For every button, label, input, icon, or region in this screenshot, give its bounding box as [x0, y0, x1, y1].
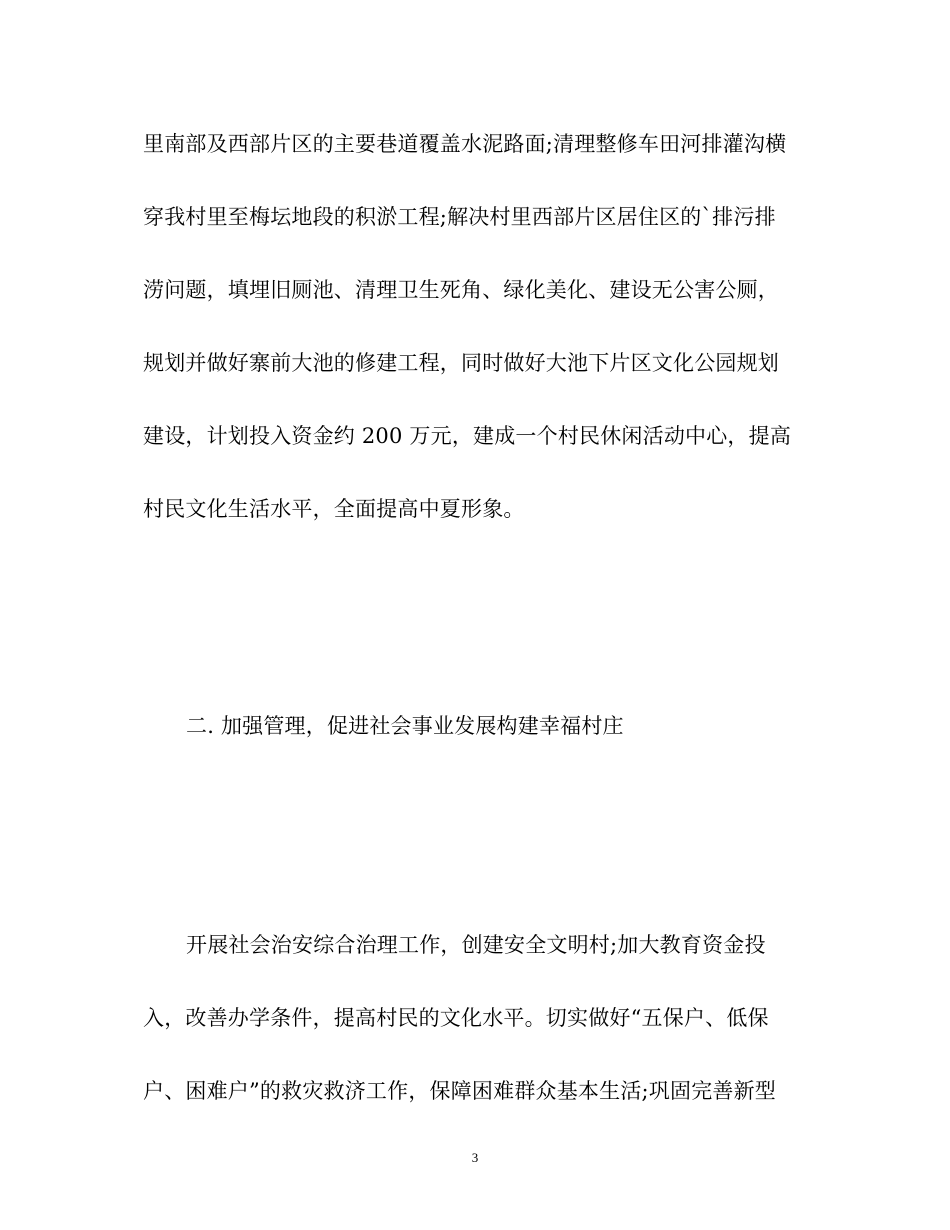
paragraph-line: 户、困难户”的救灾救济工作，保障困难群众基本生活;巩固完善新型	[143, 1079, 777, 1103]
paragraph-line: 涝问题，填埋旧厕池、清理卫生死角、绿化美化、建设无公害公厕，	[143, 278, 779, 302]
paragraph-line: 里南部及西部片区的主要巷道覆盖水泥路面;清理整修车田河排灌沟横	[143, 132, 787, 156]
paragraph-line: 村民文化生活水平，全面提高中夏形象。	[143, 497, 525, 521]
paragraph-line: 规划并做好寨前大池的修建工程，同时做好大池下片区文化公园规划	[143, 351, 779, 375]
paragraph-line: 入，改善办学条件，提高村民的文化水平。切实做好“五保户、低保	[143, 1006, 769, 1030]
paragraph-line: 穿我村里至梅坛地段的积淤工程;解决村里西部片区居住区的`排污排	[143, 205, 776, 229]
paragraph-line: 建设，计划投入资金约 200 万元，建成一个村民休闲活动中心，提高	[143, 424, 792, 448]
paragraph-line: 开展社会治安综合治理工作，创建安全文明村;加大教育资金投	[186, 933, 766, 957]
page-number: 3	[471, 1150, 479, 1165]
section-heading: 二. 加强管理，促进社会事业发展构建幸福村庄	[186, 714, 624, 738]
